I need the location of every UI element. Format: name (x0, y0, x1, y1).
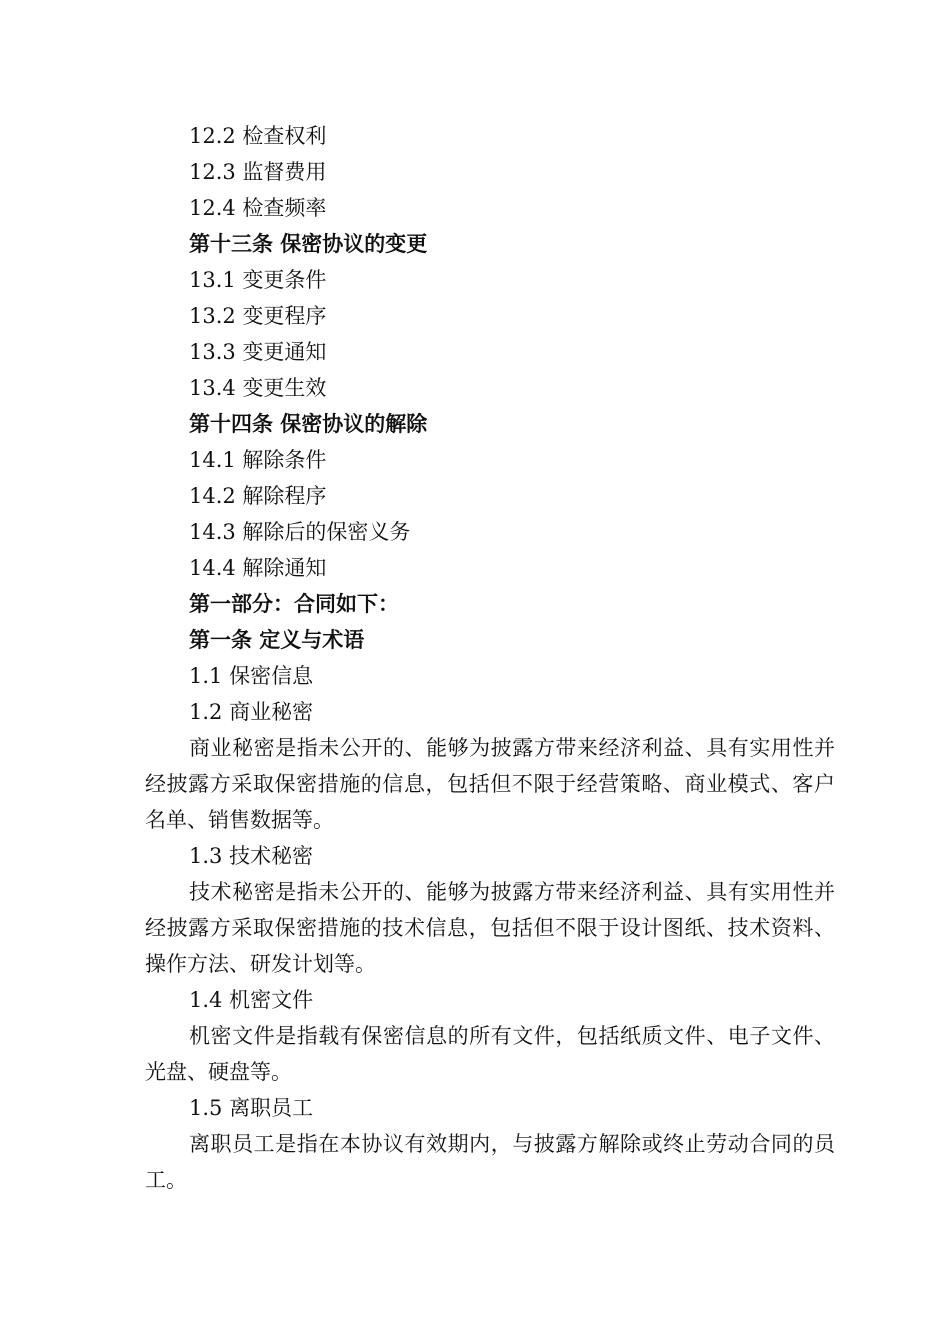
document-body (145, 118, 835, 1198)
clause-13-1: 13.1 变更条件 (189, 268, 327, 292)
departing-employee-definition: 离职员工是指在本协议有效期内，与披露方解除或终止劳动合同的员工。 (145, 1132, 835, 1192)
clause-14-1: 14.1 解除条件 (189, 448, 327, 472)
clause-1-1: 1.1 保密信息 (189, 664, 314, 688)
clause-12-4: 12.4 检查频率 (189, 196, 327, 220)
clause-1-2: 1.2 商业秘密 (189, 700, 314, 724)
trade-secret-definition: 商业秘密是指未公开的、能够为披露方带来经济利益、具有实用性并经披露方采取保密措施的信息，包括但不限于经营策略、商业模式、客户名单、销售数据等。 (145, 736, 835, 832)
clause-12-2: 12.2 检查权利 (189, 124, 327, 148)
clause-13-4: 13.4 变更生效 (189, 376, 327, 400)
article-13-heading: 第十三条 保密协议的变更 (189, 232, 428, 256)
clause-12-3: 12.3 监督费用 (189, 160, 327, 184)
clause-14-4: 14.4 解除通知 (189, 556, 327, 580)
confidential-document-definition: 机密文件是指载有保密信息的所有文件，包括纸质文件、电子文件、光盘、硬盘等。 (145, 1024, 835, 1084)
article-14-heading: 第十四条 保密协议的解除 (189, 412, 428, 436)
clause-14-3: 14.3 解除后的保密义务 (189, 520, 411, 544)
clause-1-5: 1.5 离职员工 (189, 1096, 314, 1120)
clause-1-3: 1.3 技术秘密 (189, 844, 314, 868)
clause-13-3: 13.3 变更通知 (189, 340, 327, 364)
part-one-heading: 第一部分：合同如下： (189, 592, 399, 616)
clause-14-2: 14.2 解除程序 (189, 484, 327, 508)
article-1-heading: 第一条 定义与术语 (189, 628, 365, 652)
clause-1-4: 1.4 机密文件 (189, 988, 314, 1012)
technical-secret-definition: 技术秘密是指未公开的、能够为披露方带来经济利益、具有实用性并经披露方采取保密措施的技术信息，包括但不限于设计图纸、技术资料、操作方法、研发计划等。 (145, 880, 835, 976)
clause-13-2: 13.2 变更程序 (189, 304, 327, 328)
